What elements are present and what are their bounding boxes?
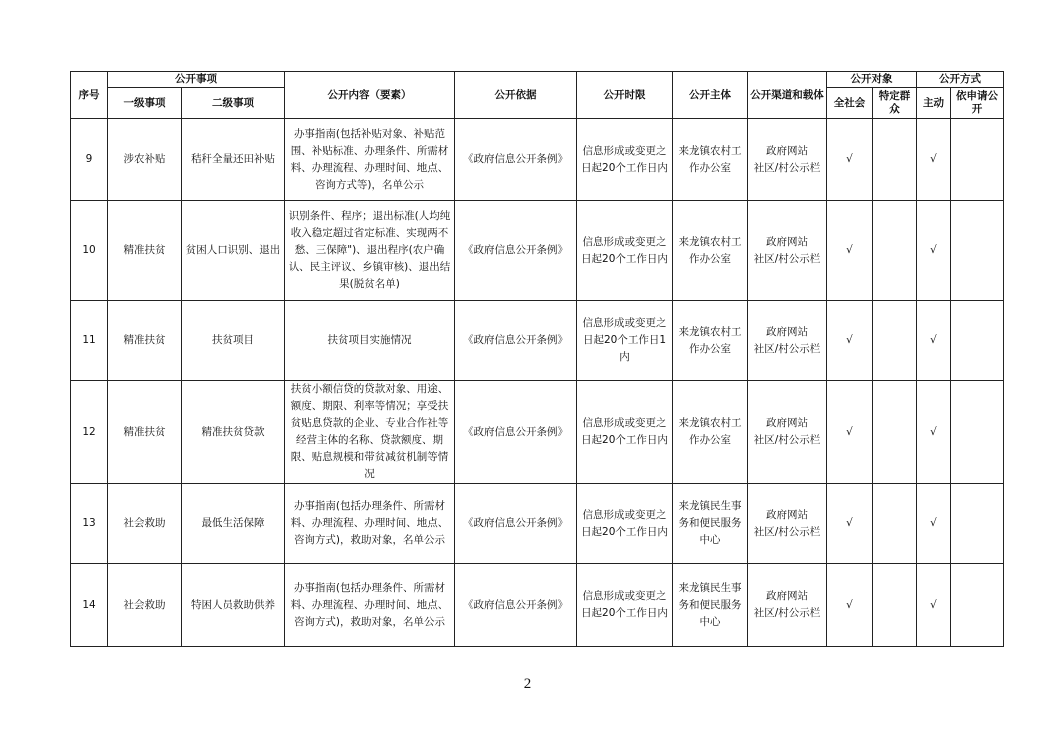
header-on-request: 依申请公开: [951, 88, 1004, 119]
row-time-limit: 信息形成或变更之日起20个工作日内: [577, 119, 673, 201]
table-row: [71, 564, 1004, 647]
row-basis: 《政府信息公开条例》: [455, 484, 577, 564]
row-level2: 贫困人口识别、退出: [182, 201, 285, 301]
disclosure-table: [70, 71, 1004, 647]
row-channel: [748, 301, 827, 381]
row-channel: [748, 381, 827, 484]
header-level2: 二级事项: [182, 88, 285, 119]
row-level2: 秸秆全量还田补贴: [182, 119, 285, 201]
table-row: [71, 301, 1004, 381]
row-content: 识别条件、程序；退出标准(人均纯收入稳定超过省定标准、实现两不愁、三保障")、退出程序(农户确认、民主评议、乡镇审核)、退出结果(脱贫名单): [285, 201, 455, 301]
header-method-group: 公开方式: [917, 72, 1004, 88]
row-subject: 来龙镇民生事务和便民服务中心: [673, 484, 748, 564]
row-active: √: [917, 119, 951, 201]
row-channel-2: 社区/村公示栏: [753, 342, 821, 355]
row-on-request: [951, 201, 1004, 301]
row-content: 办事指南(包括办理条件、所需材料、办理流程、办理时间、地点、咨询方式)，救助对象，名单公示: [285, 484, 455, 564]
row-channel-1: 政府网站: [766, 508, 808, 521]
row-whole-society: √: [827, 301, 873, 381]
row-seq: 13: [71, 484, 108, 564]
row-active: √: [917, 564, 951, 647]
table-row: [71, 484, 1004, 564]
row-on-request: [951, 301, 1004, 381]
table-row: [71, 201, 1004, 301]
row-whole-society: √: [827, 119, 873, 201]
row-basis: 《政府信息公开条例》: [455, 201, 577, 301]
row-time-limit: 信息形成或变更之日起20个工作日内: [577, 201, 673, 301]
row-whole-society: √: [827, 201, 873, 301]
row-time-limit: 信息形成或变更之日起20个工作日内: [577, 564, 673, 647]
row-seq: 9: [71, 119, 108, 201]
row-specific: [873, 484, 917, 564]
header-level1: 一级事项: [108, 88, 182, 119]
table-body: [71, 119, 1004, 647]
row-level2: 最低生活保障: [182, 484, 285, 564]
table-header: [71, 72, 1004, 119]
header-specific: 特定群众: [873, 88, 917, 119]
row-channel-2: 社区/村公示栏: [753, 161, 821, 174]
row-active: √: [917, 301, 951, 381]
header-channel: 公开渠道和载体: [748, 72, 827, 119]
row-level2: 扶贫项目: [182, 301, 285, 381]
row-subject: 来龙镇农村工作办公室: [673, 381, 748, 484]
row-subject: 来龙镇农村工作办公室: [673, 201, 748, 301]
row-subject: 来龙镇农村工作办公室: [673, 119, 748, 201]
row-channel: [748, 119, 827, 201]
header-seq: 序号: [71, 72, 108, 119]
row-channel-2: 社区/村公示栏: [753, 434, 821, 446]
row-active: √: [917, 484, 951, 564]
page-number: 2: [523, 676, 532, 692]
row-whole-society: √: [827, 381, 873, 484]
row-specific: [873, 201, 917, 301]
row-subject: 来龙镇民生事务和便民服务中心: [673, 564, 748, 647]
row-specific: [873, 381, 917, 484]
row-channel-2: 社区/村公示栏: [753, 525, 821, 538]
row-active: √: [917, 381, 951, 484]
row-on-request: [951, 119, 1004, 201]
row-channel: [748, 484, 827, 564]
row-time-limit: 信息形成或变更之日起20个工作日内: [577, 381, 673, 484]
row-content: 扶贫项目实施情况: [285, 301, 455, 381]
row-level2: 精准扶贫贷款: [182, 381, 285, 484]
row-basis: 《政府信息公开条例》: [455, 119, 577, 201]
row-seq: 12: [71, 381, 108, 484]
row-level2: 特困人员救助供养: [182, 564, 285, 647]
row-time-limit: 信息形成或变更之日起20个工作日1内: [577, 301, 673, 381]
row-seq: 11: [71, 301, 108, 381]
table-row: [71, 119, 1004, 201]
row-basis: 《政府信息公开条例》: [455, 564, 577, 647]
row-on-request: [951, 564, 1004, 647]
row-channel-1: 政府网站: [766, 417, 808, 429]
row-subject: 来龙镇农村工作办公室: [673, 301, 748, 381]
header-object-group: 公开对象: [827, 72, 917, 88]
row-channel-1: 政府网站: [766, 235, 808, 248]
header-time-limit: 公开时限: [577, 72, 673, 119]
header-content: 公开内容（要素）: [285, 72, 455, 119]
row-level1: 社会救助: [108, 564, 182, 647]
table-row: [71, 381, 1004, 484]
row-channel: [748, 564, 827, 647]
row-content: 扶贫小额信贷的贷款对象、用途、额度、期限、利率等情况；享受扶贫贴息贷款的企业、专业合作社等经营主体的名称、贷款额度、期限、贴息规模和带贫减贫机制等情况: [285, 381, 455, 484]
row-content: 办事指南(包括办理条件、所需材料、办理流程、办理时间、地点、咨询方式)，救助对象，名单公示: [285, 564, 455, 647]
row-level1: 精准扶贫: [108, 301, 182, 381]
row-channel-1: 政府网站: [766, 325, 808, 338]
row-on-request: [951, 381, 1004, 484]
row-channel-1: 政府网站: [766, 144, 808, 157]
row-active: √: [917, 201, 951, 301]
row-channel-2: 社区/村公示栏: [753, 607, 821, 619]
row-level1: 社会救助: [108, 484, 182, 564]
header-subject: 公开主体: [673, 72, 748, 119]
row-seq: 10: [71, 201, 108, 301]
header-basis: 公开依据: [455, 72, 577, 119]
row-seq: 14: [71, 564, 108, 647]
row-on-request: [951, 484, 1004, 564]
row-channel-1: 政府网站: [766, 590, 808, 602]
header-whole-society: 全社会: [827, 88, 873, 119]
row-channel: [748, 201, 827, 301]
row-whole-society: √: [827, 484, 873, 564]
row-content: 办事指南(包括补贴对象、补贴范围、补贴标准、办理条件、所需材料、办理流程、办理时间、地点、咨询方式等)，名单公示: [285, 119, 455, 201]
row-basis: 《政府信息公开条例》: [455, 301, 577, 381]
row-time-limit: 信息形成或变更之日起20个工作日内: [577, 484, 673, 564]
row-whole-society: √: [827, 564, 873, 647]
row-specific: [873, 119, 917, 201]
row-channel-2: 社区/村公示栏: [753, 252, 821, 265]
row-level1: 精准扶贫: [108, 201, 182, 301]
row-specific: [873, 564, 917, 647]
row-level1: 精准扶贫: [108, 381, 182, 484]
header-active: 主动: [917, 88, 951, 119]
row-specific: [873, 301, 917, 381]
header-items-group: 公开事项: [108, 72, 285, 88]
row-basis: 《政府信息公开条例》: [455, 381, 577, 484]
row-level1: 涉农补贴: [108, 119, 182, 201]
